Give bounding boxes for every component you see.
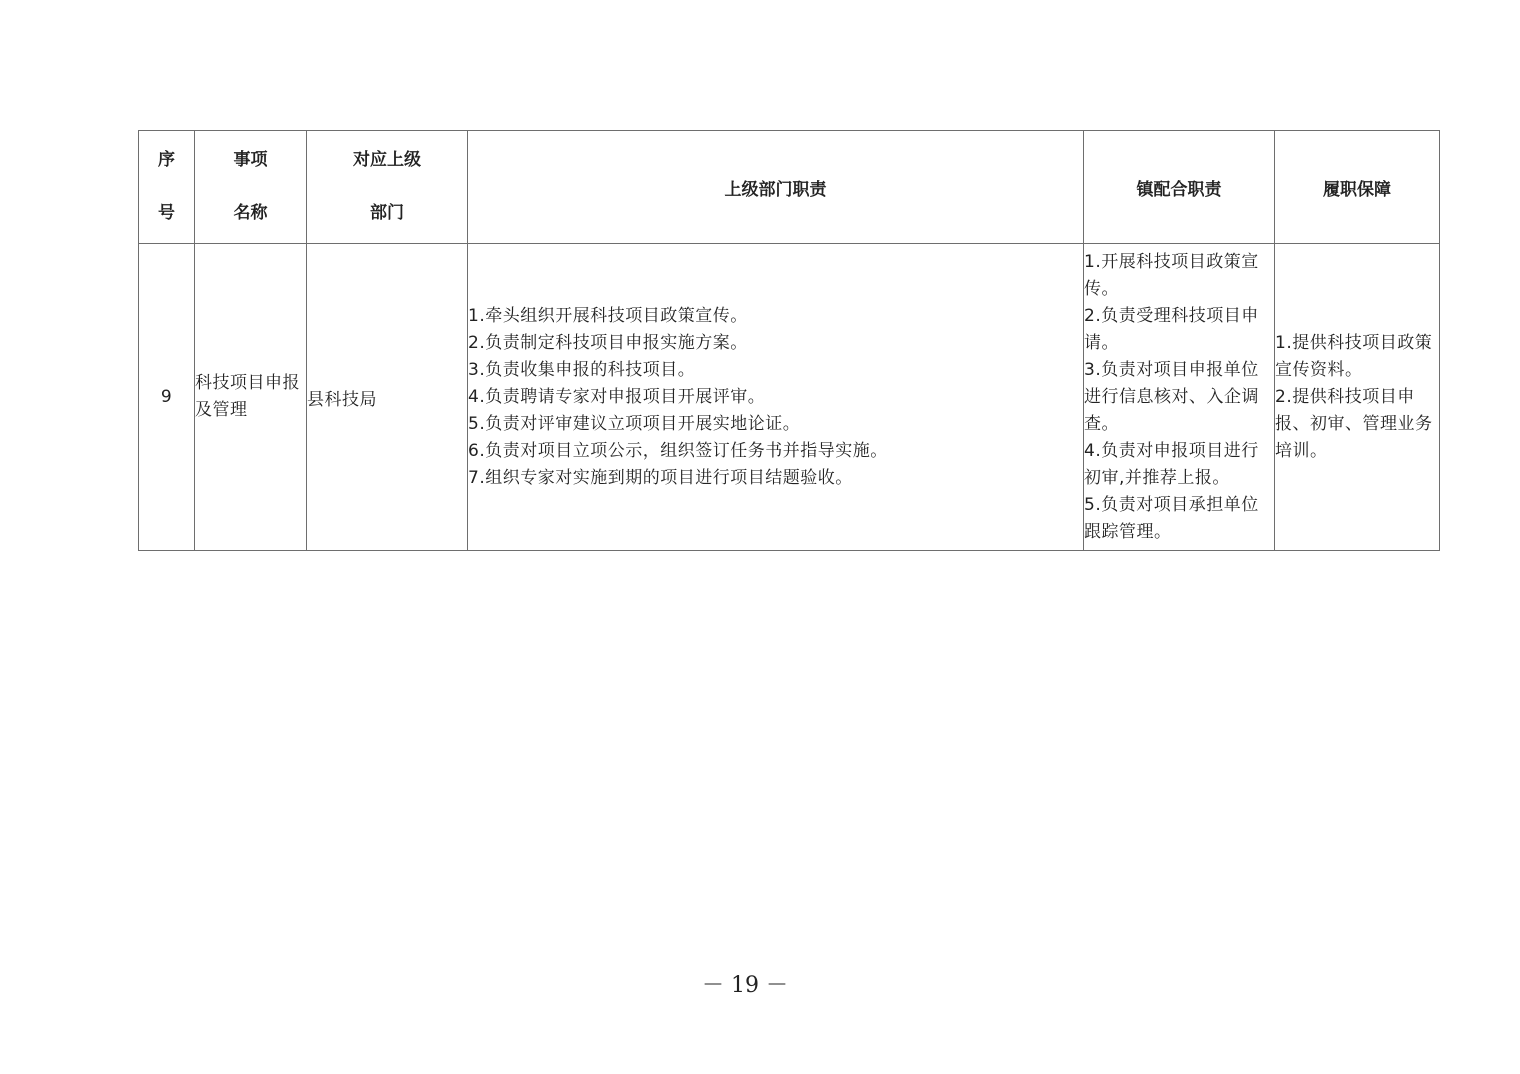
header-guarantee: 履职保障 [1275,131,1440,244]
upper-duty-item: 6.负责对项目立项公示，组织签订任务书并指导实施。 [468,440,888,461]
row-upper-dept: 县科技局 [307,244,468,551]
table-header-row [139,131,1440,244]
town-duty-item: 2.负责受理科技项目申请。 [1084,305,1259,353]
header-seq-line1: 序 [158,150,175,170]
header-seq-line2: 号 [158,203,175,223]
header-item-name-line1: 事项 [233,150,268,170]
page-number: － 19 － [702,973,788,998]
upper-duty-item: 2.负责制定科技项目申报实施方案。 [468,332,748,353]
header-item-name [195,131,307,244]
town-duty-item: 1.开展科技项目政策宣传。 [1084,251,1259,299]
upper-duty-item: 3.负责收集申报的科技项目。 [468,359,696,380]
row-guarantee [1275,244,1440,551]
header-upper-dept-line2: 部门 [370,203,404,223]
guarantee-item: 1.提供科技项目政策宣传资料。 [1275,332,1433,380]
upper-duty-item: 4.负责聘请专家对申报项目开展评审。 [468,386,766,407]
header-upper-dept [307,131,468,244]
header-town-duty: 镇配合职责 [1084,131,1275,244]
town-duty-item: 4.负责对申报项目进行初审,并推荐上报。 [1084,440,1259,488]
row-seq: 9 [139,244,195,551]
table-row [139,244,1440,551]
row-upper-duty [468,244,1084,551]
header-item-name-line2: 名称 [233,203,268,223]
upper-duty-item: 7.组织专家对实施到期的项目进行项目结题验收。 [468,467,853,488]
upper-duty-item: 5.负责对评审建议立项项目开展实地论证。 [468,413,801,434]
guarantee-item: 2.提供科技项目申报、初审、管理业务培训。 [1275,386,1433,461]
header-upper-duty: 上级部门职责 [468,131,1084,244]
duty-table [138,130,1440,551]
upper-duty-item: 1.牵头组织开展科技项目政策宣传。 [468,305,748,326]
town-duty-item: 5.负责对项目承担单位跟踪管理。 [1084,494,1259,542]
row-item-name: 科技项目申报及管理 [195,244,307,551]
header-seq [139,131,195,244]
town-duty-item: 3.负责对项目申报单位进行信息核对、入企调查。 [1084,359,1259,434]
row-town-duty [1084,244,1275,551]
header-upper-dept-line1: 对应上级 [353,150,421,170]
